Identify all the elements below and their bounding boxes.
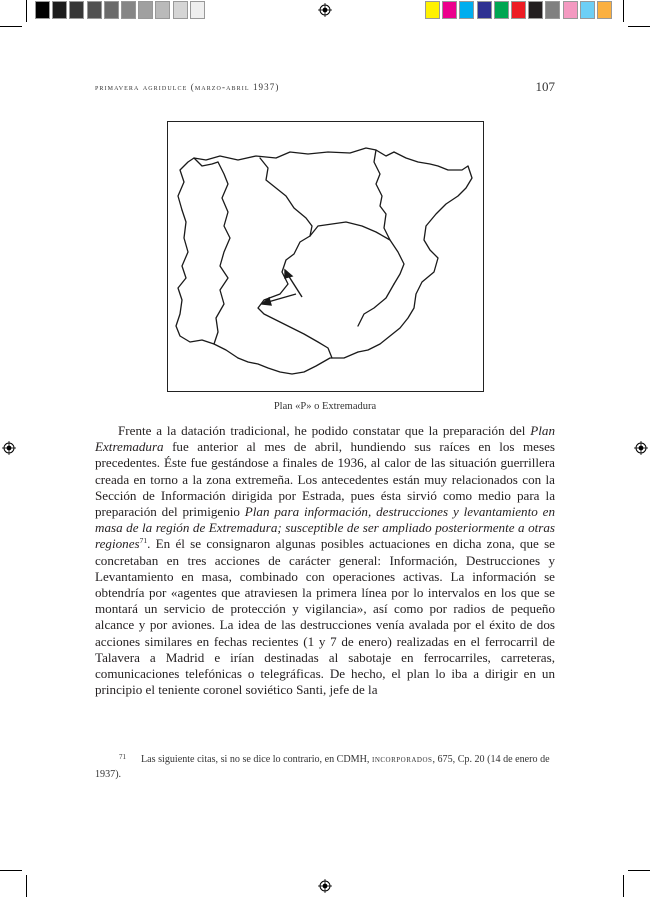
color-swatch <box>477 1 492 19</box>
central-front <box>310 222 404 284</box>
running-title: primavera agridulce (marzo-abril 1937) <box>95 82 280 92</box>
crop-mark <box>623 875 624 897</box>
footnote-number: 71 <box>119 753 126 761</box>
color-swatch <box>425 1 440 19</box>
color-swatch <box>597 1 612 19</box>
registration-mark-icon <box>318 3 332 17</box>
color-swatch <box>528 1 543 19</box>
color-swatch <box>121 1 136 19</box>
crop-mark <box>26 0 27 22</box>
coastline-north <box>178 148 394 210</box>
color-swatch <box>459 1 474 19</box>
crop-mark <box>628 26 650 27</box>
coastline-portugal <box>176 210 214 344</box>
color-swatch <box>580 1 595 19</box>
color-swatch <box>138 1 153 19</box>
color-swatch <box>155 1 170 19</box>
footnote-reference: 71 <box>139 536 148 546</box>
eastern-front <box>374 150 390 240</box>
figure-caption: Plan «P» o Extremadura <box>273 401 377 412</box>
crop-mark <box>623 0 624 22</box>
crop-mark <box>26 875 27 897</box>
pyrenees-border <box>394 152 468 170</box>
color-swatch <box>52 1 67 19</box>
crop-mark <box>628 870 650 871</box>
color-swatch <box>545 1 560 19</box>
color-swatch <box>494 1 509 19</box>
footnote: 71 Las siguiente citas, si no se dice lo contrario, en CDMH, incorporados, 675, Cp. 20 (14 de enero de 1937). <box>95 750 555 782</box>
map-figure <box>167 121 484 392</box>
page-number: 107 <box>535 79 555 94</box>
color-swatch <box>190 1 205 19</box>
registration-mark-icon <box>634 441 648 455</box>
coastline-east <box>358 166 472 352</box>
color-swatch <box>69 1 84 19</box>
color-swatch <box>173 1 188 19</box>
color-swatch <box>87 1 102 19</box>
registration-mark-icon <box>318 879 332 893</box>
color-swatch <box>511 1 526 19</box>
crop-mark <box>0 870 22 871</box>
color-swatch <box>104 1 119 19</box>
color-swatch <box>35 1 50 19</box>
color-swatch <box>442 1 457 19</box>
registration-mark-icon <box>2 441 16 455</box>
iberia-map <box>168 122 483 391</box>
coastline-south <box>238 352 358 374</box>
northern-front <box>260 158 312 236</box>
portugal-border <box>214 162 238 358</box>
color-swatch <box>563 1 578 19</box>
body-text <box>95 423 555 698</box>
crop-mark <box>0 26 22 27</box>
paragraph: Frente a la datación tradicional, he podido constatar que la preparación del Plan Extremadura fue anterior al mes de abril, hundiendo sus raíces en los meses precedentes. Éste fue gestándose a finales de 1936, al calor de las situación guerrillera creada en torno a la zona extremeña. Los antecedentes están muy relacionados con la Sección de Información dirigida por Estrada, pues ésta sirvió como medio para la preparación del primigenio Plan para información, destrucciones y levantamiento en masa de la región de Extremadura; susceptible de ser ampliado posteriormente a otras regiones$^{71}$. En él se consignaron algunas posibles actuaciones en dicha zona, que se concretaban en tres acciones de carácter general: Información, Destrucciones y Levantamiento en masa, combinado con operaciones activas. La información se obtendría por «agentes que atraviesen la primera línea por lo intervalos en los que se montará un servicio de protección y vigilancia», así como por radios de pequeño alcance y por aviones. La idea de las destrucciones venía avalada por el éxito de dos acciones similares en fechas recientes (1 y 7 de enero) realizadas en el ferrocarril de Talavera a Madrid e irían destinadas al sabotaje en ferrocarriles, carreteras, comunicaciones telefónicas o telegráficas. De hecho, el plan lo iba a dirigir en un principio el teniente coronel soviético Santi, jefe de la <box>95 423 555 698</box>
